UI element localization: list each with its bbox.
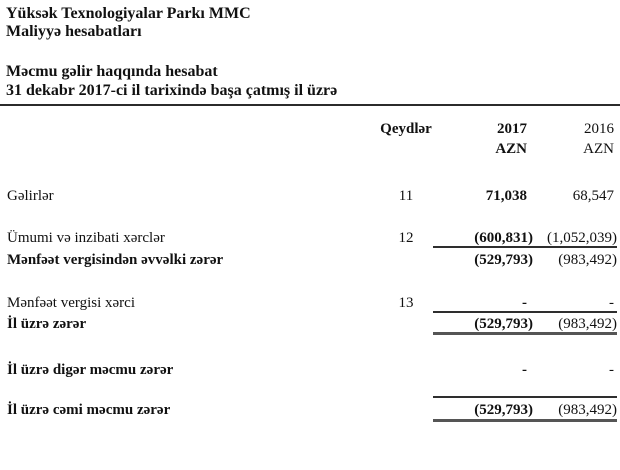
- currency-label-2016: AZN: [583, 141, 614, 157]
- row-value-2017: (600,831): [474, 230, 533, 246]
- row-value-2016: (983,492): [558, 252, 617, 268]
- row-value-2017: -: [522, 295, 527, 311]
- row-value-2016: (983,492): [558, 402, 617, 418]
- total-rule: [433, 419, 617, 422]
- report-period: 31 dekabr 2017-ci il tarixində başa çatmış il üzrə: [6, 82, 338, 99]
- table-row-loss-before-tax: [0, 252, 620, 269]
- row-label: Gəlirlər: [7, 188, 54, 204]
- row-value-2017: (529,793): [474, 252, 533, 268]
- subtotal-rule: [433, 246, 617, 248]
- row-value-2017: -: [522, 362, 527, 378]
- row-value-2017: 71,038: [485, 188, 527, 204]
- company-name: Yüksək Texnologiyalar Parkı MMC: [6, 5, 251, 22]
- row-note-ref: 13: [398, 295, 414, 311]
- report-header: [6, 62, 337, 100]
- row-value-2016: (1,052,039): [547, 230, 617, 246]
- row-value-2017: (529,793): [474, 402, 533, 418]
- report-title: Məcmu gəlir haqqında hesabat: [6, 63, 218, 80]
- header-rule: [0, 104, 620, 106]
- table-currency-row: [0, 141, 620, 158]
- row-label: İl üzrə cəmi məcmu zərər: [7, 402, 171, 418]
- table-row-other-comprehensive-loss: [0, 362, 620, 379]
- row-note-ref: 12: [398, 230, 414, 246]
- column-header-notes: Qeydlər: [380, 121, 432, 137]
- row-label: Mənfəət vergisindən əvvəlki zərər: [7, 252, 224, 268]
- document-header: [6, 5, 251, 41]
- table-header-row: [0, 121, 620, 138]
- row-value-2016: -: [609, 362, 614, 378]
- column-header-2017: 2017: [497, 121, 527, 137]
- document-subtitle: Maliyyə hesabatları: [6, 23, 142, 40]
- subtotal-rule: [433, 311, 617, 313]
- table-row-loss-for-year: [0, 316, 620, 333]
- table-row-revenue: [0, 188, 620, 205]
- column-header-2016: 2016: [584, 121, 614, 137]
- row-value-2017: (529,793): [474, 316, 533, 332]
- row-value-2016: (983,492): [558, 316, 617, 332]
- total-rule: [433, 332, 617, 335]
- row-label: İl üzrə zərər: [7, 316, 87, 332]
- currency-label-2017: AZN: [495, 141, 527, 157]
- table-row-admin-expenses: [0, 230, 620, 247]
- subtotal-rule: [433, 396, 617, 398]
- row-label: İl üzrə digər məcmu zərər: [7, 362, 174, 378]
- row-label: Ümumi və inzibati xərclər: [7, 230, 165, 246]
- row-value-2016: 68,547: [572, 188, 614, 204]
- table-row-total-comprehensive-loss: [0, 402, 620, 419]
- row-label: Mənfəət vergisi xərci: [7, 295, 136, 311]
- row-value-2016: -: [609, 295, 614, 311]
- row-note-ref: 11: [398, 188, 414, 204]
- table-row-income-tax: [0, 295, 620, 312]
